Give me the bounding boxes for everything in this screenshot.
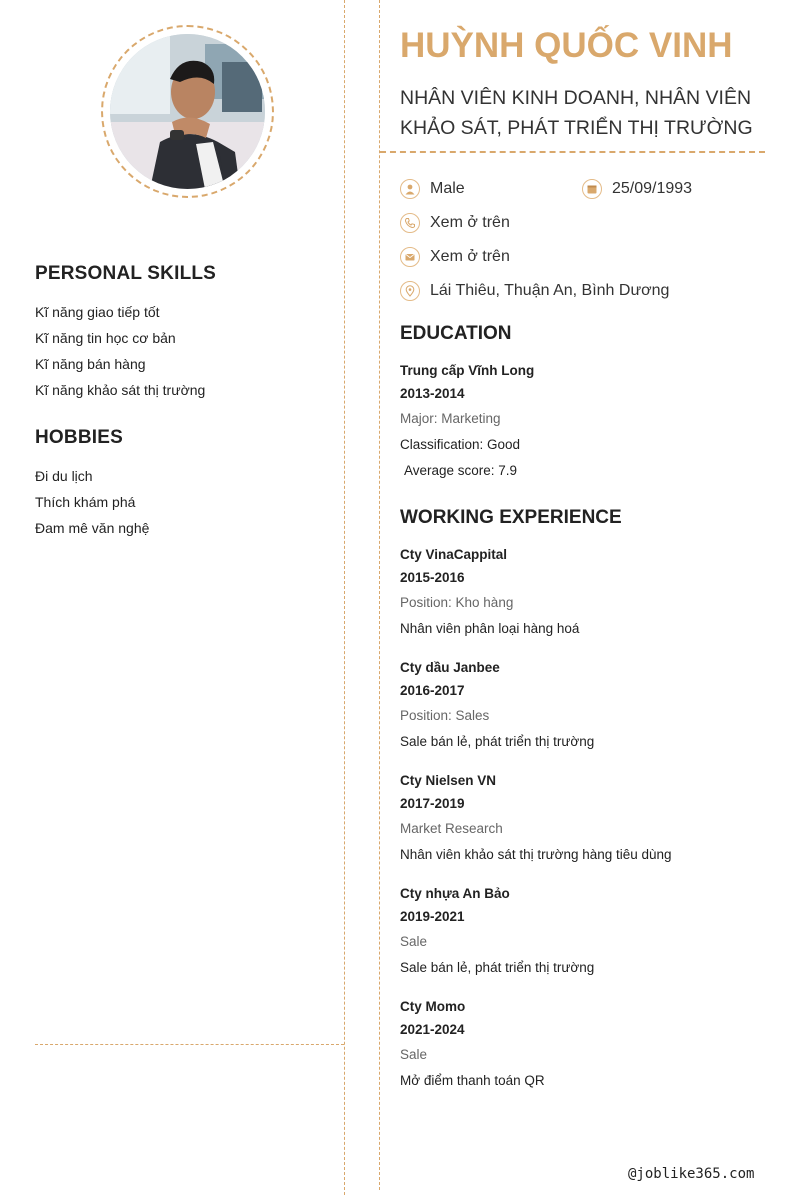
header-divider [380,151,765,153]
education-classification: Classification: Good [400,437,521,452]
job-title: NHÂN VIÊN KINH DOANH, NHÂN VIÊN KHẢO SÁT, PHÁT TRIỂN THỊ TRƯỜNG [400,87,753,139]
company-name: Cty dầu Janbee [400,660,500,675]
personal-skills-title: PERSONAL SKILLS [35,263,217,284]
column-divider-left [344,0,345,1195]
list-item: Kĩ năng khảo sát thị trường [35,382,206,398]
education-major: Major: Marketing [400,411,501,426]
address-value: Lái Thiêu, Thuận An, Bình Dương [430,282,670,299]
personal-skills-list [35,303,205,407]
company-name: Cty VinaCappital [400,547,508,562]
mail-icon [400,247,420,267]
experience-position: Market Research [400,821,503,836]
experience-description: Nhân viên khảo sát thị trường hàng tiêu dùng [400,847,672,862]
experience-entry [400,659,780,759]
right-column [380,0,796,1195]
experience-description: Sale bán lẻ, phát triển thị trường [400,960,595,975]
list-item: Kĩ năng tin học cơ bản [35,330,176,346]
list-item: Đam mê văn nghệ [35,520,150,536]
experience-description: Nhân viên phân loại hàng hoá [400,621,580,636]
hobbies-list [35,467,149,545]
hobbies-title: HOBBIES [35,427,123,448]
avatar [110,34,265,189]
experience-entry [400,772,780,872]
education-years: 2013-2014 [400,386,465,401]
location-icon [400,281,420,301]
left-bottom-divider [35,1044,344,1045]
experience-years: 2019-2021 [400,909,465,924]
calendar-icon [582,179,602,199]
gender-value: Male [430,180,465,197]
company-name: Cty Nielsen VN [400,773,497,788]
experience-description: Sale bán lẻ, phát triển thị trường [400,734,595,749]
school-name: Trung cấp Vĩnh Long [400,363,535,378]
list-item: Đi du lịch [35,468,93,484]
experience-position: Sale [400,934,428,949]
avatar-frame [101,25,274,198]
birthday-row [582,179,692,199]
experience-position: Position: Sales [400,708,490,723]
address-row [400,281,669,301]
experience-entry [400,885,780,985]
experience-title: WORKING EXPERIENCE [400,507,622,528]
experience-entry [400,998,780,1098]
experience-entry [400,546,780,646]
candidate-name: HUỲNH QUỐC VINH [400,26,733,65]
experience-position: Sale [400,1047,428,1062]
left-column [0,0,344,1195]
list-item: Thích khám phá [35,494,136,510]
experience-description: Mở điểm thanh toán QR [400,1073,545,1088]
birthday-value: 25/09/1993 [612,180,693,197]
company-name: Cty Momo [400,999,466,1014]
experience-years: 2016-2017 [400,683,465,698]
experience-years: 2015-2016 [400,570,465,585]
email-row [400,247,510,267]
gender-row [400,179,465,199]
company-name: Cty nhựa An Bảo [400,886,510,901]
list-item: Kĩ năng giao tiếp tốt [35,304,160,320]
experience-years: 2017-2019 [400,796,465,811]
experience-position: Position: Kho hàng [400,595,514,610]
experience-years: 2021-2024 [400,1022,465,1037]
phone-value: Xem ở trên [430,214,510,231]
list-item: Kĩ năng bán hàng [35,356,146,372]
watermark: @joblike365.com [628,1166,755,1182]
user-icon [400,179,420,199]
education-title: EDUCATION [400,323,512,344]
avatar-photo [110,34,265,189]
education-entry [400,362,780,488]
email-value: Xem ở trên [430,248,510,265]
phone-icon [400,213,420,233]
phone-row [400,213,510,233]
education-score: Average score: 7.9 [404,463,518,478]
